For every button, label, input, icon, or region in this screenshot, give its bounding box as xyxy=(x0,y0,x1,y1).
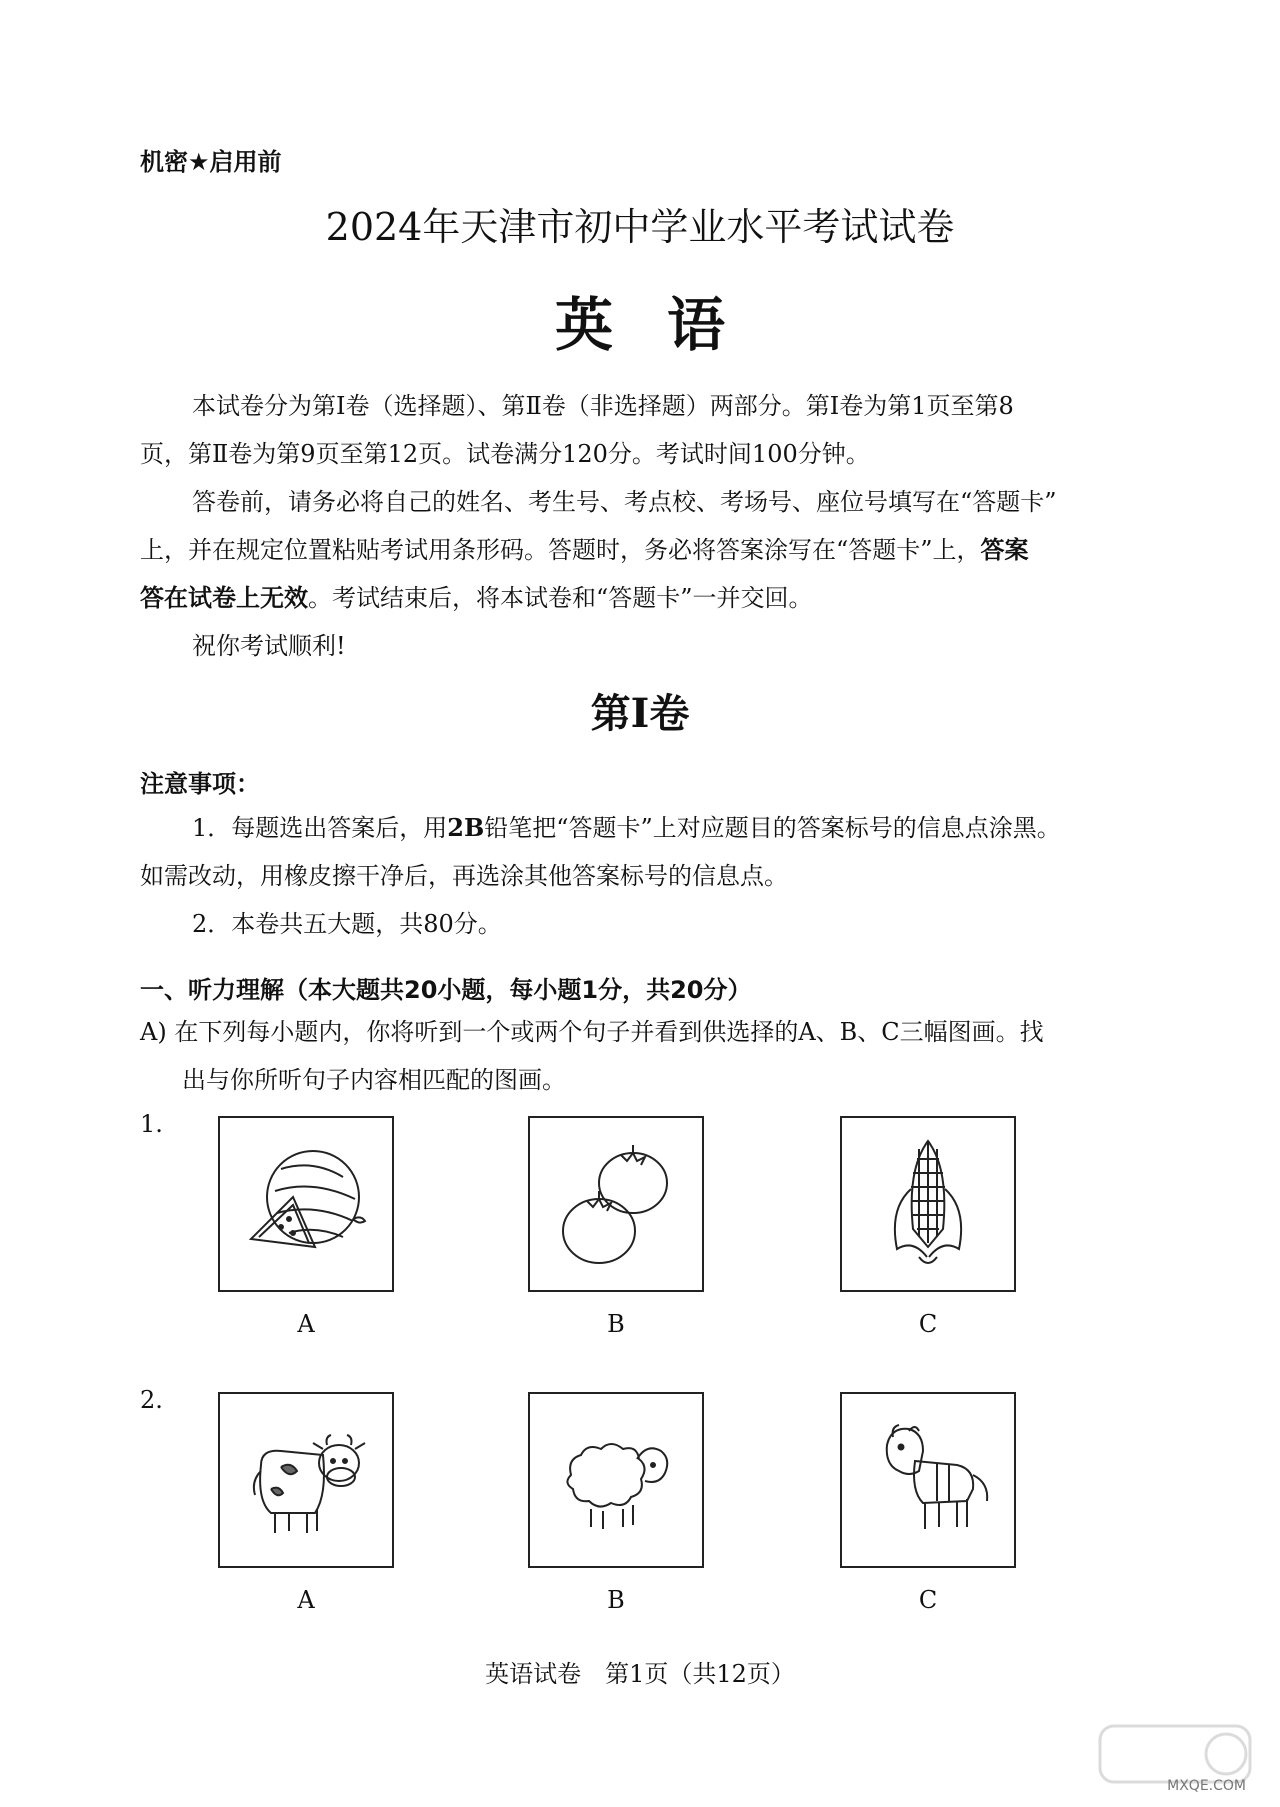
instruction-line-1: A) 在下列每小题内，你将听到一个或两个句子并看到供选择的A、B、C三幅图画。找 xyxy=(140,1018,1044,1046)
intro-p2-line3: 。考试结束后，将本试卷和“答题卡”一并交回。 xyxy=(308,584,813,612)
notice-1-pencil: 2B xyxy=(447,813,485,842)
q2-option-c-label: C xyxy=(918,1586,938,1614)
notice-1a: 1．每题选出答案后，用 xyxy=(192,814,448,842)
confidential-label: 机密★启用前 xyxy=(140,148,282,176)
subject-title: 英语 xyxy=(554,291,779,359)
q1-option-c-label: C xyxy=(918,1310,938,1338)
sheep-icon xyxy=(541,1405,691,1555)
q2-option-b-picture[interactable] xyxy=(528,1392,704,1568)
q1-option-b-label: B xyxy=(607,1310,625,1338)
section-heading: 一、听力理解（本大题共20小题，每小题1分，共20分） xyxy=(140,976,752,1004)
q1-option-b-picture[interactable] xyxy=(528,1116,704,1292)
intro-p1-line2: 页，第Ⅱ卷为第9页至第12页。试卷满分120分。考试时间100分钟。 xyxy=(140,440,870,468)
q2-option-c-picture[interactable] xyxy=(840,1392,1016,1568)
intro-paragraph-3 xyxy=(140,622,1140,670)
intro-wish: 祝你考试顺利! xyxy=(192,632,346,660)
section-instruction xyxy=(140,1008,1140,1104)
watermelon-icon xyxy=(231,1129,381,1279)
intro-p2-bold-1: 答案 xyxy=(980,535,1029,564)
intro-paragraph-1 xyxy=(140,382,1140,478)
question-number-2: 2. xyxy=(140,1386,163,1414)
intro-p2-line2: 上，并在规定位置粘贴考试用条形码。答题时，务必将答案涂写在“答题卡”上， xyxy=(140,536,981,564)
tomatoes-icon xyxy=(541,1129,691,1279)
q1-option-a-label: A xyxy=(297,1310,315,1338)
notice-heading: 注意事项： xyxy=(140,769,260,798)
q1-option-a-picture[interactable] xyxy=(218,1116,394,1292)
intro-p2-bold-2: 答在试卷上无效 xyxy=(140,583,308,612)
notice-list xyxy=(140,804,1140,948)
intro-p1-line1: 本试卷分为第Ⅰ卷（选择题）、第Ⅱ卷（非选择题）两部分。第Ⅰ卷为第1页至第8 xyxy=(192,392,1014,420)
notice-2: 2．本卷共五大题，共80分。 xyxy=(192,910,502,938)
q2-option-b-label: B xyxy=(607,1586,625,1614)
q1-option-c-picture[interactable] xyxy=(840,1116,1016,1292)
cow-icon xyxy=(231,1405,381,1555)
intro-p2-line1: 答卷前，请务必将自己的姓名、考生号、考点校、考场号、座位号填写在“答题卡” xyxy=(192,488,1057,516)
page-footer: 英语试卷 第1页（共12页） xyxy=(485,1660,795,1688)
question-number-1: 1. xyxy=(140,1110,163,1138)
notice-1c: 铅笔把“答题卡”上对应题目的答案标号的信息点涂黑。 xyxy=(484,814,1061,842)
corn-icon xyxy=(853,1129,1003,1279)
instruction-line-2: 出与你所听句子内容相匹配的图画。 xyxy=(182,1066,566,1094)
intro-paragraph-2 xyxy=(140,478,1140,622)
horse-icon xyxy=(853,1405,1003,1555)
notice-1-line2: 如需改动，用橡皮擦干净后，再选涂其他答案标号的信息点。 xyxy=(140,862,788,890)
volume-title: 第Ⅰ卷 xyxy=(590,690,690,737)
q2-option-a-picture[interactable] xyxy=(218,1392,394,1568)
watermark-text: MXQE.COM xyxy=(1167,1778,1246,1794)
exam-title: 2024年天津市初中学业水平考试试卷 xyxy=(325,205,955,249)
q2-option-a-label: A xyxy=(297,1586,315,1614)
